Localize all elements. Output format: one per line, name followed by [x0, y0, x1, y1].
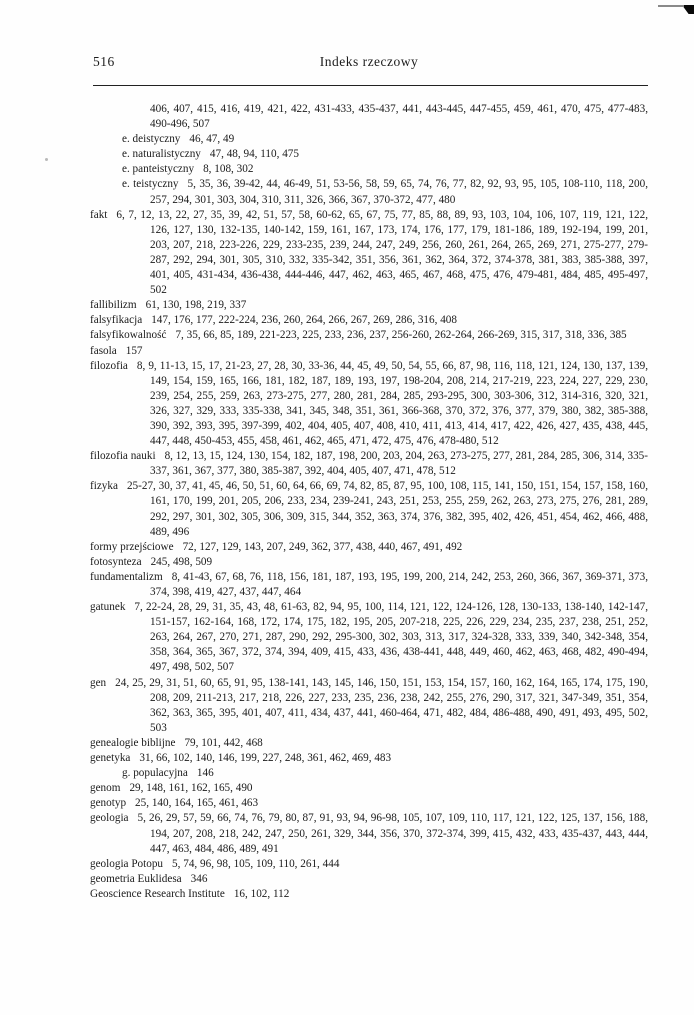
index-entry	[90, 766, 648, 781]
header-rule	[93, 85, 648, 86]
index-entry	[90, 872, 648, 887]
index-term: geologia	[90, 812, 129, 825]
index-entry	[90, 102, 648, 132]
index-entry	[90, 479, 648, 539]
index-entry	[90, 600, 648, 675]
index-entry	[90, 676, 648, 736]
index-entry	[90, 736, 648, 751]
index-entry	[90, 208, 648, 299]
index-term: e. deistyczny	[122, 133, 181, 146]
index-entry	[90, 751, 648, 766]
index-term: genom	[90, 782, 121, 795]
page-number: 516	[93, 54, 115, 69]
index-term: geometria Euklidesa	[90, 872, 182, 885]
index-term: e. teistyczny	[122, 178, 179, 191]
index-pages: 16, 102, 112	[233, 887, 290, 900]
index-term: fallibilizm	[90, 299, 137, 312]
index-term: e. naturalistyczny	[122, 148, 201, 161]
page-title: Indeks rzeczowy	[319, 54, 419, 69]
index-term: gatunek	[90, 601, 126, 614]
index-term: geologia Potopu	[90, 857, 164, 870]
index-pages: 6, 7, 12, 13, 22, 27, 35, 39, 42, 51, 57, 58, 60-62, 65, 67, 75, 77, 85, 88, 89, 93, 103, 104, 106, 107, 119, 121, 122, 126, 127, 130, 132-135, 140-142, 159, 161, 167, 173, 174, 176, 177, 179, 181-186, 189, 192-194, 199, 201, 203, 207, 218, 223-226, 229, 233-235, 239, 244, 247, 249, 256, 260, 261, 264, 265, 269, 271, 275-277, 279-287, 292, 294, 301, 305, 310, 332, 335-342, 351, 356, 361, 362, 364, 372, 374-378, 381, 383, 385-388, 397, 401, 405, 431-434, 436-438, 444-446, 447, 462, 463, 465, 467, 468, 475, 476, 479-481, 484, 485, 495-497, 502	[116, 208, 648, 297]
index-entry	[90, 344, 648, 359]
index-entry	[90, 781, 648, 796]
index-pages: 147, 176, 177, 222-224, 236, 260, 264, 266, 267, 269, 286, 316, 408	[151, 314, 457, 327]
index-pages: 5, 26, 29, 57, 59, 66, 74, 76, 79, 80, 87, 91, 93, 94, 96-98, 105, 107, 109, 110, 117, 121, 122, 125, 137, 156, 188, 194, 207, 208, 218, 242, 247, 250, 261, 329, 344, 356, 370, 372-374, 399, 415, 432, 433, 435-437, 443, 444, 447, 463, 484, 486, 489, 491	[137, 812, 648, 855]
index-pages: 61, 130, 198, 219, 337	[145, 299, 247, 312]
index-entry	[90, 857, 648, 872]
index-entry	[90, 540, 648, 555]
index-pages: 5, 35, 36, 39-42, 44, 46-49, 51, 53-56, 58, 59, 65, 74, 76, 77, 82, 92, 93, 95, 105, 108-110, 118, 200, 257, 294, 301, 303, 304, 310, 311, 326, 366, 367, 370-372, 477, 480	[150, 178, 648, 206]
index-pages: 8, 108, 302	[203, 163, 254, 176]
index-pages: 157	[125, 344, 143, 357]
index-pages: 245, 498, 509	[150, 555, 213, 568]
index-pages: 25, 140, 164, 165, 461, 463	[135, 797, 259, 810]
index-term: fasola	[90, 344, 117, 357]
index-entry	[90, 147, 648, 162]
index-term: fundamentalizm	[90, 570, 163, 583]
index-pages: 7, 35, 66, 85, 189, 221-223, 225, 233, 236, 237, 256-260, 262-264, 266-269, 315, 317, 318, 336, 385	[175, 329, 627, 342]
index-pages: 5, 74, 96, 98, 105, 109, 110, 261, 444	[172, 857, 340, 870]
index-entry	[90, 162, 648, 177]
index-term: genetyka	[90, 752, 131, 765]
index-list	[90, 102, 648, 902]
index-pages: 24, 25, 29, 31, 51, 60, 65, 91, 95, 138-141, 143, 145, 146, 150, 151, 153, 154, 157, 160, 162, 164, 165, 174, 175, 190, 208, 209, 211-213, 217, 218, 226, 227, 233, 235, 236, 238, 242, 255, 276, 290, 317, 321, 347-349, 351, 354, 362, 363, 365, 395, 401, 407, 411, 434, 437, 441, 460-464, 471, 482, 484, 486-488, 490, 491, 493, 495, 502, 503	[115, 676, 648, 734]
index-term: genotyp	[90, 797, 127, 810]
index-term: filozofia nauki	[90, 450, 156, 463]
index-entry	[90, 796, 648, 811]
index-pages: 146	[196, 767, 214, 780]
index-entry	[90, 811, 648, 856]
index-entry	[90, 887, 648, 902]
index-pages: 46, 47, 49	[189, 133, 235, 146]
index-pages: 406, 407, 415, 416, 419, 421, 422, 431-433, 435-437, 441, 443-445, 447-455, 459, 461, 470, 475, 477-483, 490-496, 507	[150, 103, 648, 131]
index-term: falsyfikacja	[90, 314, 143, 327]
scan-artifact-speck	[45, 158, 48, 161]
index-pages: 79, 101, 442, 468	[184, 736, 263, 749]
index-pages: 8, 12, 13, 15, 124, 130, 154, 182, 187, 198, 200, 203, 204, 263, 273-275, 277, 281, 284, 285, 306, 314, 335-337, 361, 367, 377, 380, 385-387, 392, 404, 405, 407, 471, 478, 512	[150, 450, 649, 478]
index-term: Geoscience Research Institute	[90, 887, 225, 900]
index-pages: 47, 48, 94, 110, 475	[209, 148, 299, 161]
index-entry	[90, 313, 648, 328]
page-header	[90, 54, 648, 74]
index-term: filozofia	[90, 359, 128, 372]
index-term: fakt	[90, 208, 108, 221]
index-entry	[90, 555, 648, 570]
index-entry	[90, 449, 648, 479]
index-term: e. panteistyczny	[122, 163, 195, 176]
index-term: fizyka	[90, 480, 118, 493]
index-entry	[90, 177, 648, 207]
index-entry	[90, 570, 648, 600]
index-term: falsyfikowalność	[90, 329, 167, 342]
index-entry	[90, 328, 648, 343]
index-pages: 346	[190, 872, 208, 885]
index-entry	[90, 359, 648, 450]
index-term: g. populacyjna	[122, 767, 188, 780]
scan-artifact-smear	[658, 5, 684, 7]
index-pages: 72, 127, 129, 143, 207, 249, 362, 377, 438, 440, 467, 491, 492	[182, 540, 463, 553]
index-pages: 8, 41-43, 67, 68, 76, 118, 156, 181, 187, 193, 195, 199, 200, 214, 242, 253, 260, 366, 367, 369-371, 373, 374, 398, 419, 427, 437, 447, 464	[150, 570, 648, 598]
index-term: genealogie biblijne	[90, 736, 176, 749]
index-pages: 7, 22-24, 28, 29, 31, 35, 43, 48, 61-63, 82, 94, 95, 100, 114, 121, 122, 124-126, 128, 130-133, 138-140, 142-147, 151-157, 162-164, 168, 172, 174, 175, 182, 195, 205, 207-218, 225, 226, 229, 234, 235, 237, 238, 251, 252, 263, 264, 267, 270, 271, 287, 290, 292, 295-300, 302, 303, 313, 317, 324-328, 333, 339, 340, 342-348, 354, 358, 364, 365, 367, 372, 374, 394, 409, 415, 433, 436, 438-441, 448, 449, 460, 462, 463, 468, 482, 490-494, 497, 498, 502, 507	[134, 601, 648, 674]
index-entry	[90, 298, 648, 313]
index-entry	[90, 132, 648, 147]
index-term: gen	[90, 676, 107, 689]
index-pages: 31, 66, 102, 140, 146, 199, 227, 248, 361, 462, 469, 483	[139, 752, 392, 765]
index-pages: 29, 148, 161, 162, 165, 490	[129, 782, 253, 795]
index-pages: 8, 9, 11-13, 15, 17, 21-23, 27, 28, 30, 33-36, 44, 45, 49, 50, 54, 55, 66, 87, 98, 116, 118, 121, 124, 130, 137, 139, 149, 154, 159, 165, 166, 181, 182, 187, 189, 193, 197, 198-204, 208, 214, 217-219, 223, 224, 227, 229, 230, 239, 254, 255, 259, 263, 273-275, 277, 280, 281, 284, 285, 293-295, 300, 303-306, 312, 314-316, 320, 321, 326, 327, 329, 333, 335-338, 341, 345, 348, 351, 361, 366-368, 370, 372, 376, 377, 379, 380, 382, 385-388, 390, 392, 393, 395, 397-399, 402, 404, 405, 407, 408, 410, 411, 413, 414, 417, 422, 426, 427, 435, 438, 445, 447, 448, 450-453, 455, 458, 461, 462, 465, 471, 472, 475, 476, 478-480, 512	[136, 359, 648, 448]
index-term: fotosynteza	[90, 555, 142, 568]
index-term: formy przejściowe	[90, 540, 174, 553]
index-pages: 25-27, 30, 37, 41, 45, 46, 50, 51, 60, 64, 66, 69, 74, 82, 85, 87, 95, 100, 108, 115, 141, 150, 151, 154, 157, 158, 160, 161, 170, 199, 201, 205, 206, 233, 234, 239-241, 243, 251, 253, 255, 259, 262, 263, 273, 275, 276, 281, 289, 292, 297, 301, 302, 305, 306, 309, 315, 344, 352, 363, 374, 376, 382, 395, 402, 426, 451, 454, 462, 466, 488, 489, 496	[126, 480, 648, 538]
